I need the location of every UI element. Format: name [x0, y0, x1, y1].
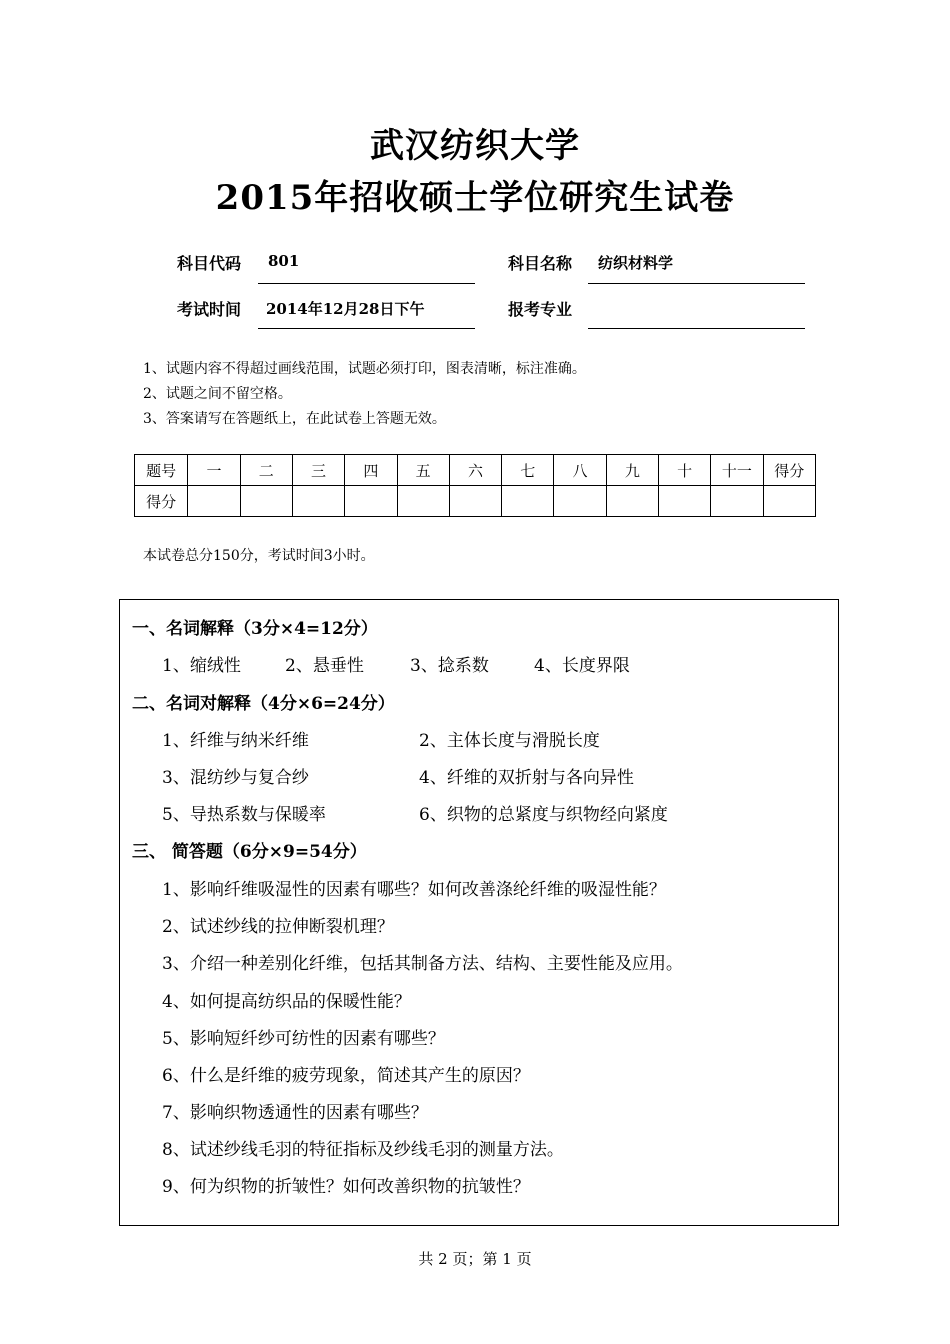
- section-2-item: 6、织物的总紧度与织物经向紧度: [419, 805, 668, 825]
- column-header: 六: [449, 455, 501, 486]
- score-cell: [711, 486, 763, 517]
- section-1-item: 4、长度界限: [534, 656, 630, 676]
- subject-name-label: 科目名称: [508, 254, 573, 273]
- section-2-item: 3、混纺纱与复合纱: [162, 768, 309, 788]
- note-line: 2、试题之间不留空格。: [143, 386, 292, 402]
- note-line: 1、试题内容不得超过画线范围，试题必须打印，图表清晰，标注准确。: [143, 361, 586, 377]
- section-2-item: 2、主体长度与滑脱长度: [419, 731, 600, 751]
- column-header: 九: [606, 455, 658, 486]
- note-line: 3、答案请写在答题纸上，在此试卷上答题无效。: [143, 411, 446, 427]
- subject-code-label: 科目代码: [177, 254, 242, 273]
- section-2-item: 5、导热系数与保暖率: [162, 805, 326, 825]
- score-cell: [658, 486, 710, 517]
- section-2-item: 4、纤维的双折射与各向异性: [419, 768, 634, 788]
- exam-title: 2015年招收硕士学位研究生试卷: [215, 178, 735, 218]
- section-3-item: 7、影响织物透通性的因素有哪些？: [162, 1103, 428, 1123]
- page-footer: 共 2 页；第 1 页: [418, 1250, 532, 1268]
- column-header: 十一: [711, 455, 763, 486]
- score-cell: [292, 486, 344, 517]
- subject-name-underline: [588, 283, 805, 284]
- score-cell: [188, 486, 240, 517]
- section-3-item: 5、影响短纤纱可纺性的因素有哪些？: [162, 1029, 445, 1049]
- section-3-item: 8、试述纱线毛羽的特征指标及纱线毛羽的测量方法。: [162, 1140, 564, 1160]
- section-3-heading: 三、 简答题（6分×9=54分）: [132, 842, 367, 862]
- university-title: 武汉纺织大学: [370, 126, 580, 166]
- score-cell: [606, 486, 658, 517]
- question-number-label: 题号: [135, 455, 188, 486]
- major-underline: [588, 328, 805, 329]
- questions-box: [119, 599, 839, 1226]
- section-3-item: 6、什么是纤维的疲劳现象，简述其产生的原因？: [162, 1066, 530, 1086]
- section-3-item: 3、介绍一种差别化纤维，包括其制备方法、结构、主要性能及应用。: [162, 954, 683, 974]
- exam-notes: [143, 357, 586, 432]
- section-3-item: 1、影响纤维吸湿性的因素有哪些？如何改善涤纶纤维的吸湿性能？: [162, 880, 666, 900]
- column-header: 得分: [763, 455, 815, 486]
- score-cell: [449, 486, 501, 517]
- score-cell: [240, 486, 292, 517]
- exam-time-value: 2014年12月28日下午: [266, 300, 425, 318]
- column-header: 五: [397, 455, 449, 486]
- subject-name-value: 纺织材料学: [598, 254, 674, 272]
- score-cell: [763, 486, 815, 517]
- section-1-item: 3、捻系数: [410, 656, 489, 676]
- section-3-item: 2、试述纱线的拉伸断裂机理？: [162, 917, 394, 937]
- score-cell: [502, 486, 554, 517]
- score-cell: [397, 486, 449, 517]
- section-1-heading: 一、名词解释（3分×4=12分）: [132, 619, 378, 639]
- section-1-item: 1、缩绒性: [162, 656, 241, 676]
- section-1-item: 2、悬垂性: [285, 656, 364, 676]
- column-header: 八: [554, 455, 606, 486]
- score-row-label: 得分: [135, 486, 188, 517]
- column-header: 三: [292, 455, 344, 486]
- subject-code-underline: [258, 283, 475, 284]
- subject-code-value: 801: [268, 252, 300, 270]
- major-label: 报考专业: [508, 300, 573, 319]
- section-2-heading: 二、名词对解释（4分×6=24分）: [132, 694, 395, 714]
- section-2-item: 1、纤维与纳米纤维: [162, 731, 309, 751]
- column-header: 十: [658, 455, 710, 486]
- section-3-item: 9、何为织物的折皱性？如何改善织物的抗皱性？: [162, 1177, 530, 1197]
- score-table-header-row: [135, 455, 816, 486]
- section-3-item: 4、如何提高纺织品的保暖性能？: [162, 992, 411, 1012]
- exam-time-underline: [258, 328, 475, 329]
- column-header: 七: [502, 455, 554, 486]
- column-header: 四: [345, 455, 397, 486]
- score-table: [134, 454, 816, 517]
- column-header: 一: [188, 455, 240, 486]
- exam-time-label: 考试时间: [177, 300, 242, 319]
- score-table-score-row: [135, 486, 816, 517]
- score-cell: [554, 486, 606, 517]
- column-header: 二: [240, 455, 292, 486]
- total-score-note: 本试卷总分150分，考试时间3小时。: [143, 548, 375, 564]
- score-cell: [345, 486, 397, 517]
